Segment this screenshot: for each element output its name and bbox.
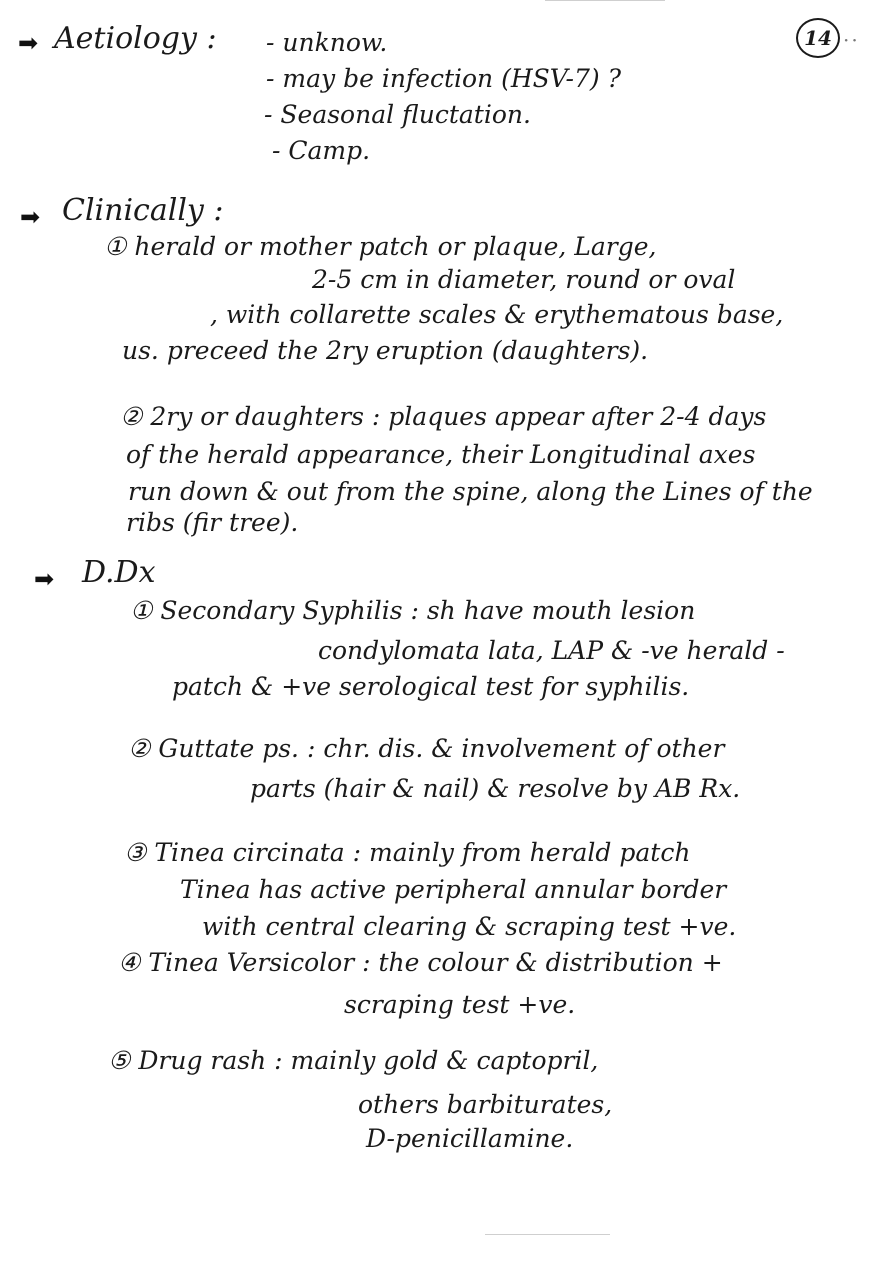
- margin-dots: ··: [843, 28, 860, 52]
- scan-edge-bottom: [485, 1234, 610, 1235]
- arrow-bullet-icon: ➡: [20, 203, 41, 231]
- scan-edge-top: [545, 0, 665, 1]
- aetiology-line-3: - Seasonal fluctation.: [264, 100, 531, 129]
- ddx-item3-line-3: with central clearing & scraping test +ve.: [202, 912, 737, 941]
- ddx-item1-line-3: patch & +ve serological test for syphilis.: [172, 672, 690, 701]
- ddx-heading: D.Dx: [82, 555, 156, 590]
- aetiology-line-4: - Camp.: [272, 136, 371, 165]
- clinically-item1-line-3: , with collarette scales & erythematous base,: [210, 300, 784, 329]
- aetiology-line-1: - unknow.: [266, 28, 388, 57]
- page-number: 14: [796, 18, 840, 58]
- ddx-item3-line-1: ③ Tinea circinata : mainly from herald patch: [124, 838, 691, 867]
- ddx-item2-line-1: ② Guttate ps. : chr. dis. & involvement of other: [128, 734, 725, 763]
- arrow-bullet-icon: ➡: [18, 29, 39, 57]
- ddx-item1-line-2: condylomata lata, LAP & -ve herald -: [318, 636, 785, 665]
- ddx-item3-line-2: Tinea has active peripheral annular border: [180, 875, 727, 904]
- clinically-heading: Clinically :: [62, 193, 224, 228]
- clinically-item2-line-2: of the herald appearance, their Longitudinal axes: [126, 440, 756, 469]
- aetiology-line-2: - may be infection (HSV-7) ?: [266, 64, 622, 93]
- clinically-item1-line-2: 2-5 cm in diameter, round or oval: [312, 265, 736, 294]
- ddx-item1-line-1: ① Secondary Syphilis : sh have mouth lesion: [130, 596, 696, 625]
- ddx-item2-line-2: parts (hair & nail) & resolve by AB Rx.: [250, 774, 741, 803]
- clinically-item2-line-3: run down & out from the spine, along the Lines of the: [128, 477, 813, 506]
- ddx-item5-line-2: others barbiturates,: [358, 1090, 613, 1119]
- clinically-item2-line-4: ribs (fir tree).: [126, 508, 299, 537]
- clinically-item1-line-1: ① herald or mother patch or plaque, Large,: [104, 232, 657, 261]
- ddx-item4-line-1: ④ Tinea Versicolor : the colour & distribution +: [118, 948, 723, 977]
- ddx-item5-line-3: D-penicillamine.: [366, 1124, 574, 1153]
- clinically-item2-line-1: ② 2ry or daughters : plaques appear after 2-4 days: [120, 402, 767, 431]
- ddx-item5-line-1: ⑤ Drug rash : mainly gold & captopril,: [108, 1046, 599, 1075]
- aetiology-heading: Aetiology :: [54, 21, 217, 56]
- arrow-bullet-icon: ➡: [34, 565, 55, 593]
- clinically-item1-line-4: us. preceed the 2ry eruption (daughters).: [122, 336, 649, 365]
- ddx-item4-line-2: scraping test +ve.: [344, 990, 576, 1019]
